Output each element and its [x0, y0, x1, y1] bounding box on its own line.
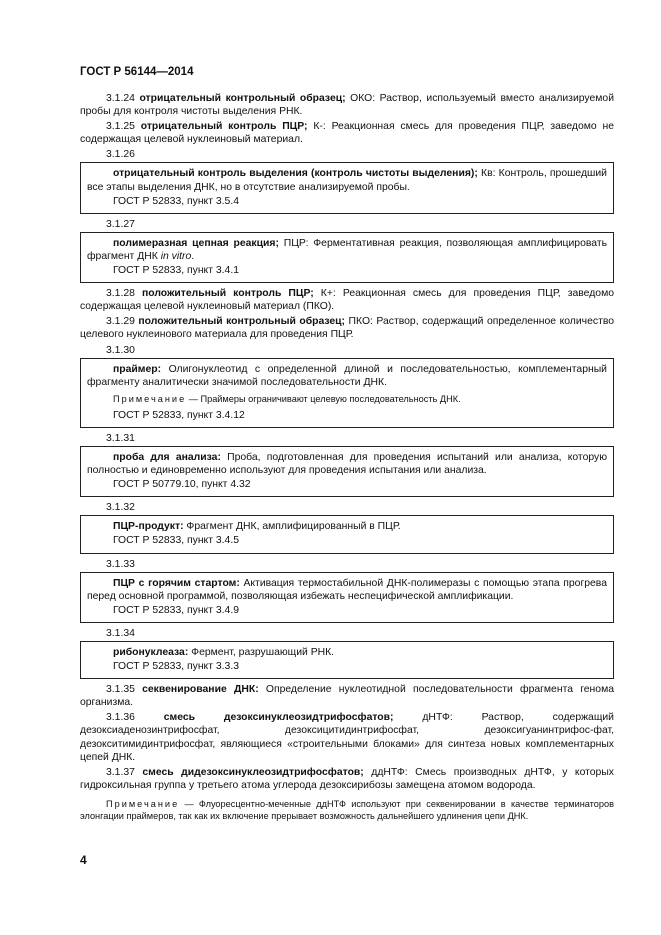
entry-term: проба для анализа:	[113, 451, 221, 463]
definition-entry	[80, 315, 614, 341]
definitions-list	[80, 92, 614, 822]
entry-term: секвенирование ДНК:	[142, 684, 259, 696]
entry-term: полимеразная цепная реакция;	[113, 237, 279, 249]
entry-source-ref: ГОСТ Р 52833, пункт 3.5.4	[113, 195, 239, 207]
entry-definition: дНТФ: Раствор, содержащий дезоксиаденозинтрифосфат, дезоксицитидинтрифосфат, дезоксигуанинтрифос-фат, дезокситимидинтрифосфат, являющиеся «строительными блоками» для синтеза новых комплементарных цепей ДНК.	[80, 712, 614, 763]
note-label: Примечание	[106, 798, 180, 809]
page-number: 4	[80, 853, 87, 867]
entry-source-ref: ГОСТ Р 52833, пункт 3.4.12	[113, 409, 245, 421]
definition-entry	[87, 363, 607, 389]
entry-definition: ПЦР: Ферментативная реакция, позволяющая амплифицировать фрагмент ДНК	[87, 237, 607, 262]
entry-definition: ОКО: Раствор, используемый вместо анализируемой пробы для контроля чистоты выделения РНК.	[80, 93, 614, 118]
entry-number: 3.1.32	[106, 502, 135, 514]
entry-number: 3.1.36	[106, 712, 135, 724]
definition-box	[80, 572, 614, 623]
note-text: — Флуоресцентно-меченные ддНТФ используют при секвенировании в качестве терминаторов элонгации праймеров, так как их включение прерывает возможность дальнейшего удлинения цепи ДНК.	[80, 798, 614, 821]
entry-source-ref: ГОСТ Р 52833, пункт 3.4.5	[113, 535, 239, 547]
document-header: ГОСТ Р 56144—2014	[80, 66, 194, 78]
entry-definition-end: .	[191, 250, 195, 262]
definition-entry	[80, 766, 614, 792]
entry-source-ref: ГОСТ Р 52833, пункт 3.3.3	[113, 661, 239, 673]
entry-number: 3.1.31	[106, 432, 135, 444]
definition-entry	[80, 92, 614, 118]
entry-term: отрицательный контроль выделения (контроль чистоты выделения);	[113, 168, 478, 180]
entry-definition: К-: Реакционная смесь для проведения ПЦР, заведомо не содержащая целевой нуклеиновый материал.	[80, 121, 614, 146]
definition-entry	[87, 237, 607, 263]
definition-entry	[80, 287, 614, 313]
definition-entry	[87, 451, 607, 477]
entry-number: 3.1.29	[106, 316, 135, 328]
entry-term: ПЦР-продукт:	[113, 521, 184, 533]
entry-term: ПЦР с горячим стартом:	[113, 577, 240, 589]
definition-box	[80, 641, 614, 679]
definition-box	[80, 162, 614, 213]
entry-number: 3.1.37	[106, 766, 135, 778]
entry-term: положительный контрольный образец;	[138, 316, 346, 328]
entry-note	[87, 393, 607, 405]
definition-box	[80, 515, 614, 553]
definition-entry	[80, 711, 614, 763]
entry-source-ref: ГОСТ Р 52833, пункт 3.4.1	[113, 265, 239, 277]
entry-definition: Активация термостабильной ДНК-полимеразы с помощью этапа прогрева перед основной программой, позволяющая избежать неспецифической амплификации.	[87, 577, 607, 602]
entry-number: 3.1.27	[106, 218, 135, 230]
entry-number: 3.1.33	[106, 558, 135, 570]
entry-definition: Фермент, разрушающий РНК.	[188, 647, 335, 658]
definition-entry	[87, 167, 607, 193]
note-text: — Праймеры ограничивают целевую последовательность ДНК.	[186, 393, 461, 404]
entry-definition: Кв: Контроль, прошедший все этапы выделения ДНК, но в отсутствие анализируемой пробы.	[87, 168, 607, 193]
definition-entry	[87, 520, 607, 533]
entry-definition: Олигонуклеотид с определенной длиной и последовательностью, комплементарный фрагменту аналитически значимой последовательности ДНК.	[87, 363, 607, 388]
definition-entry	[87, 577, 607, 603]
entry-definition: Определение нуклеотидной последовательности фрагмента генома организма.	[80, 684, 614, 709]
entry-number: 3.1.28	[106, 288, 135, 300]
entry-term: рибонуклеаза:	[113, 647, 189, 658]
entry-definition: Проба, подготовленная для проведения испытаний или анализа, которую полностью и единовременно используют для проведения испытания или анализа.	[87, 451, 607, 477]
definition-box	[80, 232, 614, 283]
entry-number: 3.1.25	[106, 121, 135, 133]
entry-term: смесь дидезоксинуклеозидтрифосфатов;	[142, 766, 364, 778]
definition-entry	[80, 120, 614, 146]
entry-number: 3.1.34	[106, 627, 135, 639]
entry-definition: К+: Реакционная смесь для проведения ПЦР, заведомо содержащая целевой нуклеиновый материал (ПКО).	[80, 288, 614, 313]
entry-definition: ПКО: Раствор, содержащий определенное количество целевого нуклеинового материала для проведения ПЦР.	[80, 316, 615, 341]
entry-number: 3.1.30	[106, 344, 135, 356]
entry-definition-italic: in vitro	[160, 250, 192, 262]
definition-box	[80, 358, 614, 428]
entry-term: смесь дезоксинуклеозидтрифосфатов;	[163, 712, 394, 724]
entry-source-ref: ГОСТ Р 50779.10, пункт 4.32	[113, 479, 251, 491]
entry-definition: ддНТФ: Смесь производных дНТФ, у которых гидроксильная группа у третьего атома углерода дезоксирибозы замещена атомом водорода.	[80, 766, 614, 791]
note-label: Примечание	[113, 393, 187, 404]
entry-term: отрицательный контрольный образец;	[139, 93, 346, 104]
entry-term: отрицательный контроль ПЦР;	[140, 121, 308, 133]
definition-entry	[80, 683, 614, 709]
definition-entry	[87, 646, 607, 659]
entry-term: положительный контроль ПЦР;	[141, 288, 314, 300]
entry-term: праймер:	[113, 363, 162, 375]
entry-number: 3.1.24	[106, 93, 135, 104]
final-note	[80, 798, 614, 822]
entry-definition: Фрагмент ДНК, амплифицированный в ПЦР.	[183, 521, 401, 533]
entry-number: 3.1.35	[106, 684, 135, 696]
entry-source-ref: ГОСТ Р 52833, пункт 3.4.9	[113, 604, 239, 616]
entry-number: 3.1.26	[106, 149, 135, 161]
definition-box	[80, 446, 614, 497]
